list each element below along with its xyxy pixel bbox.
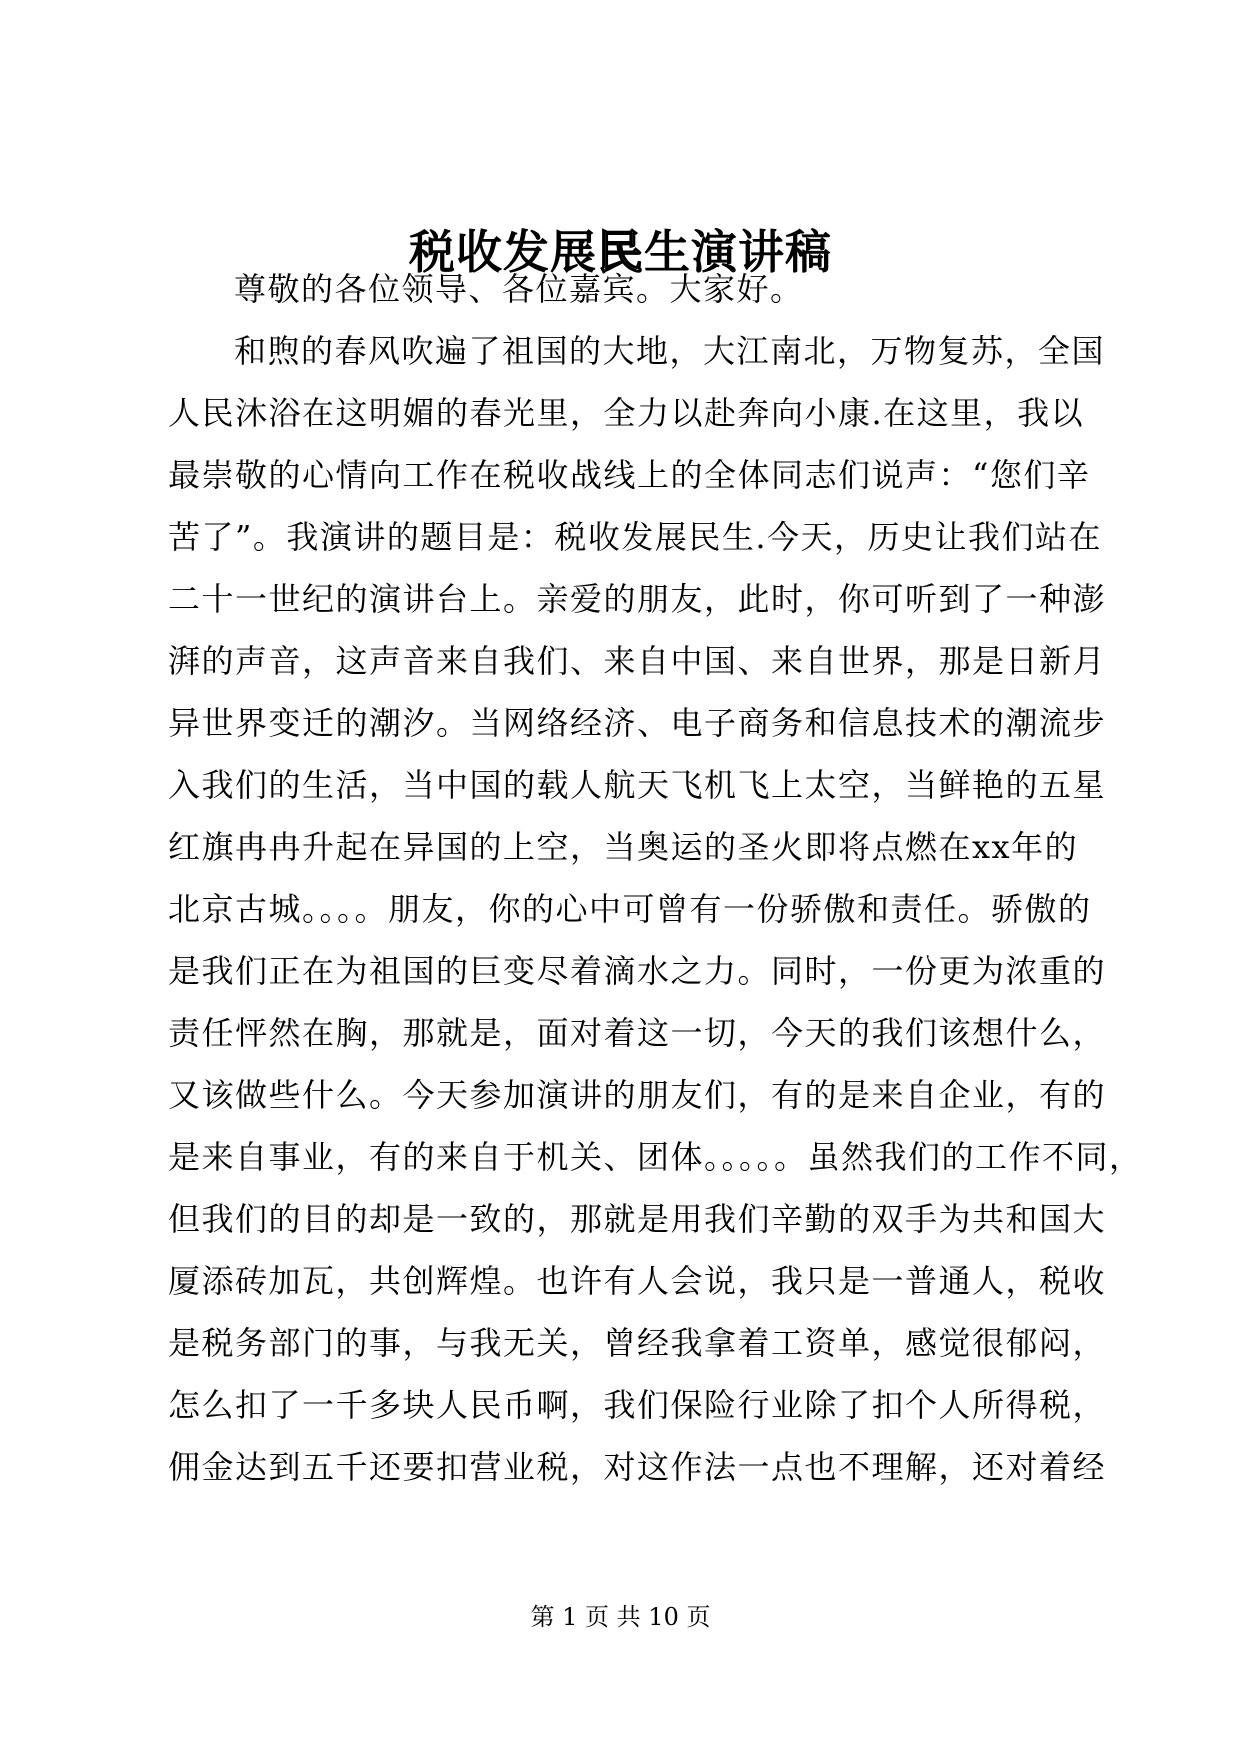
paragraph-line: 是来自事业，有的来自于机关、团体。。。。。虽然我们的工作不同， bbox=[168, 1138, 1143, 1176]
paragraph-line: 二十一世纪的演讲台上。亲爱的朋友，此时，你可听到了一种澎 bbox=[168, 580, 1107, 618]
greeting-line: 尊敬的各位领导、各位嘉宾。大家好。 bbox=[234, 270, 804, 308]
title-part-2: 生演讲稿 bbox=[644, 225, 832, 279]
paragraph-line: 责任怦然在胸，那就是，面对着这一切，今天的我们该想什么， bbox=[168, 1014, 1107, 1052]
title-part-1: 税收发展 bbox=[409, 225, 597, 279]
paragraph-line: 又该做些什么。今天参加演讲的朋友们，有的是来自企业，有的 bbox=[168, 1076, 1107, 1114]
paragraph-line: 是我们正在为祖国的巨变尽着滴水之力。同时，一份更为浓重的 bbox=[168, 952, 1107, 990]
title-highlight-char: 民 bbox=[597, 225, 644, 279]
paragraph-line: 佣金达到五千还要扣营业税，对这作法一点也不理解，还对着经 bbox=[168, 1448, 1107, 1486]
paragraph-line: 人民沐浴在这明媚的春光里，全力以赴奔向小康.在这里，我以 bbox=[168, 394, 1085, 432]
paragraph-line: 厦添砖加瓦，共创辉煌。也许有人会说，我只是一普通人，税收 bbox=[168, 1262, 1107, 1300]
paragraph-line: 是税务部门的事，与我无关，曾经我拿着工资单，感觉很郁闷， bbox=[168, 1324, 1107, 1362]
paragraph-line: 怎么扣了一千多块人民币啊，我们保险行业除了扣个人所得税， bbox=[168, 1386, 1107, 1424]
paragraph-line: 湃的声音，这声音来自我们、来自中国、来自世界，那是日新月 bbox=[168, 642, 1107, 680]
paragraph-line: 入我们的生活，当中国的载人航天飞机飞上太空，当鲜艳的五星 bbox=[168, 766, 1107, 804]
page-footer: 第 1 页 共 10 页 bbox=[530, 1603, 711, 1631]
paragraph-line: 北京古城。。。。朋友，你的心中可曾有一份骄傲和责任。骄傲的 bbox=[168, 890, 1092, 928]
paragraph-line: 最崇敬的心情向工作在税收战线上的全体同志们说声：“您们辛 bbox=[168, 456, 1091, 494]
paragraph-line: 苦了”。我演讲的题目是：税收发展民生.今天，历史让我们站在 bbox=[168, 518, 1103, 556]
paragraph-line: 和煦的春风吹遍了祖国的大地，大江南北，万物复苏，全国 bbox=[234, 332, 1106, 370]
speech-body bbox=[168, 258, 1143, 1498]
paragraph-line: 红旗冉冉升起在异国的上空，当奥运的圣火即将点燃在xx年的 bbox=[168, 828, 1079, 866]
paragraph-line: 异世界变迁的潮汐。当网络经济、电子商务和信息技术的潮流步 bbox=[168, 704, 1107, 742]
paragraph-line: 但我们的目的却是一致的，那就是用我们辛勤的双手为共和国大 bbox=[168, 1200, 1107, 1238]
